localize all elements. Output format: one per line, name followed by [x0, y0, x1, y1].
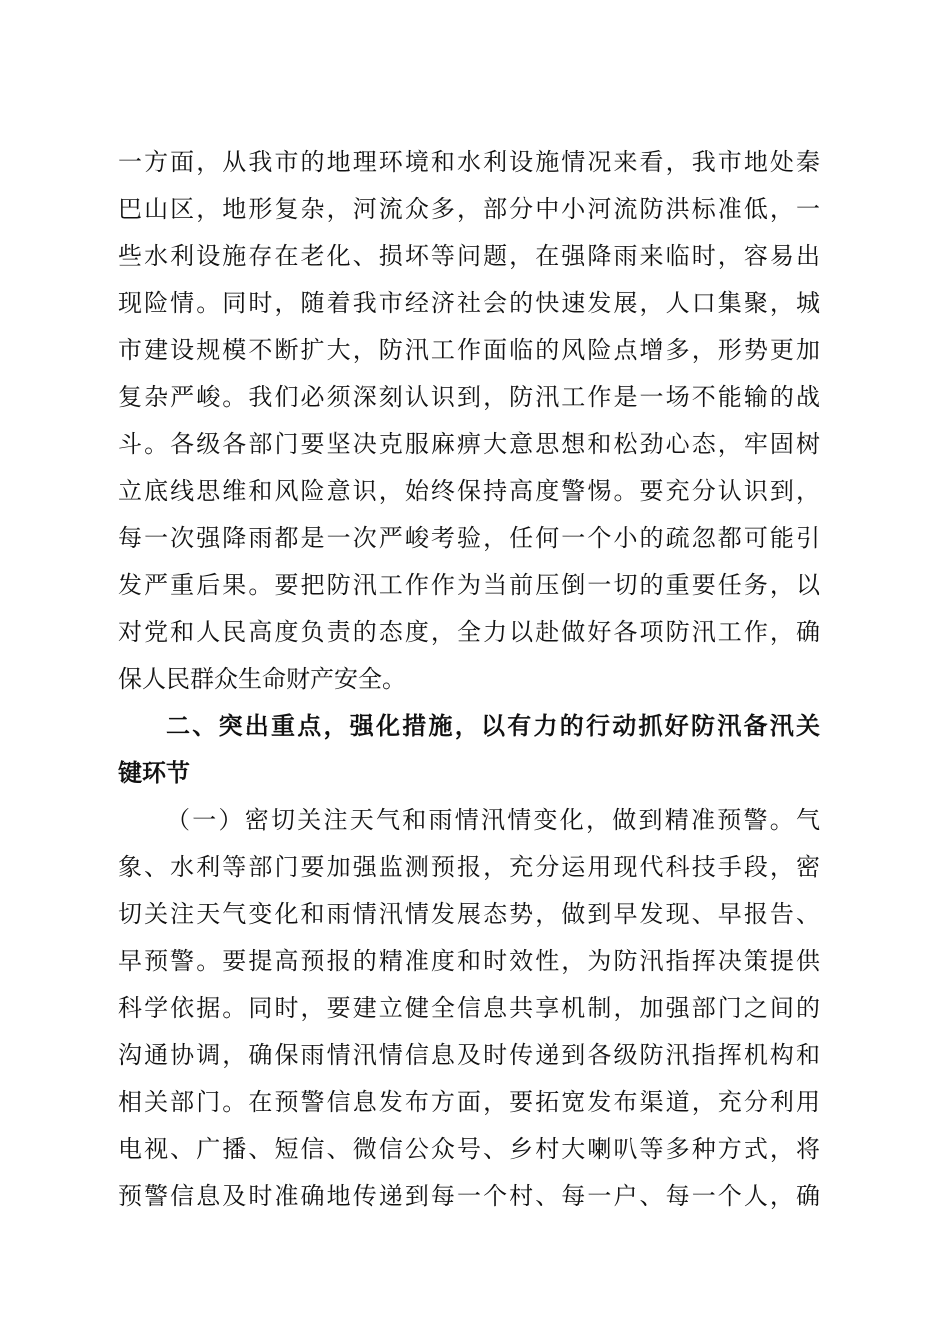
paragraph-line: 每一次强降雨都是一次严峻考验，任何一个小的疏忽都可能引	[118, 524, 820, 552]
paragraph-line: 市建设规模不断扩大，防汛工作面临的风险点增多，形势更加	[118, 336, 820, 364]
paragraph-line: 斗。各级各部门要坚决克服麻痹大意思想和松劲心态，牢固树	[118, 430, 820, 458]
paragraph-line: 现险情。同时，随着我市经济社会的快速发展，人口集聚，城	[118, 289, 820, 317]
paragraph-line: 相关部门。在预警信息发布方面，要拓宽发布渠道，充分利用	[118, 1088, 820, 1116]
paragraph-line: 切关注天气变化和雨情汛情发展态势，做到早发现、早报告、	[118, 900, 820, 928]
paragraph-line: 对党和人民高度负责的态度，全力以赴做好各项防汛工作，确	[118, 618, 820, 646]
section-heading: 二、突出重点，强化措施，以有力的行动抓好防汛备汛关	[166, 712, 820, 740]
paragraph-line: 保人民群众生命财产安全。	[118, 665, 406, 693]
paragraph-line: 些水利设施存在老化、损坏等问题，在强降雨来临时，容易出	[118, 242, 820, 270]
paragraph-line: 复杂严峻。我们必须深刻认识到，防汛工作是一场不能输的战	[118, 383, 820, 411]
paragraph-line: 象、水利等部门要加强监测预报，充分运用现代科技手段，密	[118, 853, 820, 881]
paragraph-line: 预警信息及时准确地传递到每一个村、每一户、每一个人，确	[118, 1182, 820, 1210]
paragraph-line: 科学依据。同时，要建立健全信息共享机制，加强部门之间的	[118, 994, 820, 1022]
paragraph-line: 早预警。要提高预报的精准度和时效性，为防汛指挥决策提供	[118, 947, 820, 975]
paragraph-line: 一方面，从我市的地理环境和水利设施情况来看，我市地处秦	[118, 148, 820, 176]
subsection-heading-line: （一）密切关注天气和雨情汛情变化，做到精准预警。气	[166, 806, 820, 834]
paragraph-line: 发严重后果。要把防汛工作作为当前压倒一切的重要任务，以	[118, 571, 820, 599]
paragraph-line: 电视、广播、短信、微信公众号、乡村大喇叭等多种方式，将	[118, 1135, 820, 1163]
paragraph-line: 巴山区，地形复杂，河流众多，部分中小河流防洪标准低，一	[118, 195, 820, 223]
paragraph-line: 沟通协调，确保雨情汛情信息及时传递到各级防汛指挥机构和	[118, 1041, 820, 1069]
section-heading-continued: 键环节	[118, 759, 190, 787]
paragraph-line: 立底线思维和风险意识，始终保持高度警惕。要充分认识到，	[118, 477, 820, 505]
